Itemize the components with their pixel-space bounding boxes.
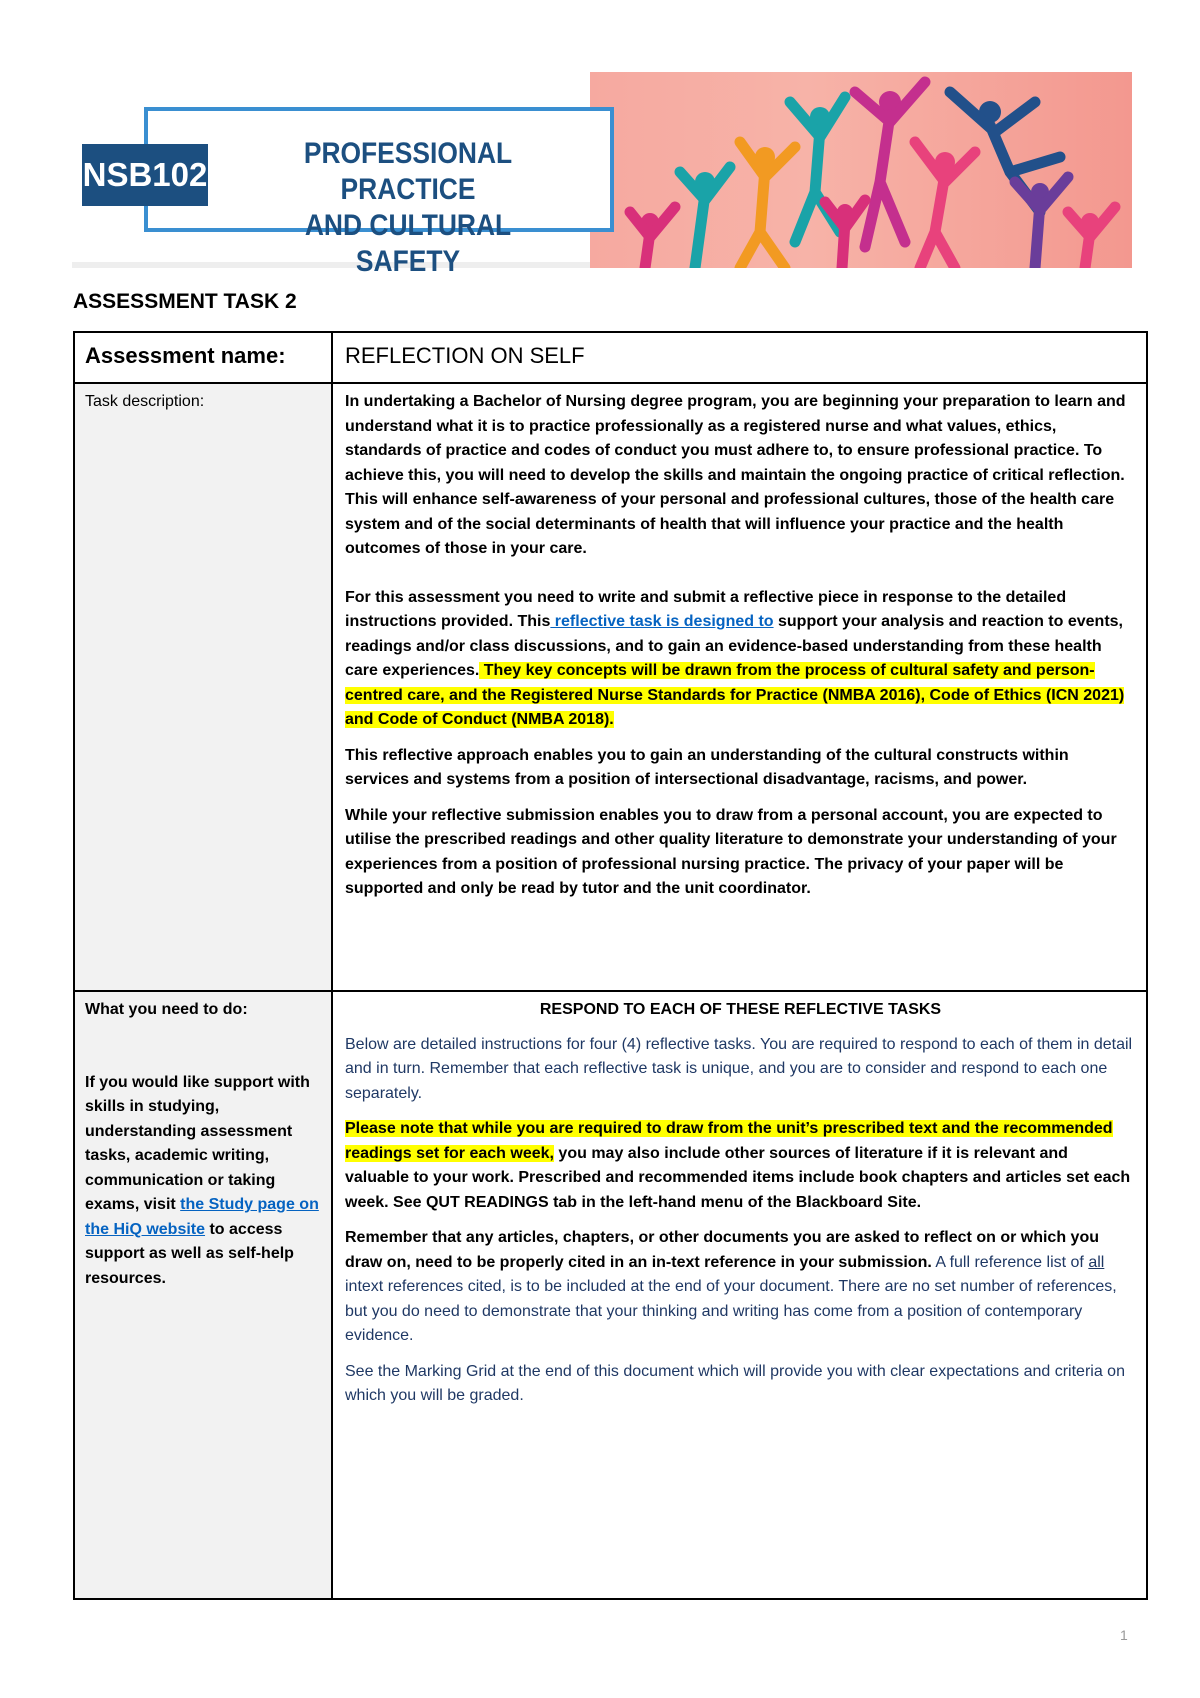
task-description-paragraph-2 xyxy=(345,586,1136,733)
reference-list-a: A full reference list of xyxy=(931,1253,1089,1271)
task-description-row xyxy=(73,384,1148,992)
dancing-figures-illustration xyxy=(590,72,1132,268)
unit-banner xyxy=(72,72,1132,278)
unit-title-line2: AND CULTURAL SAFETY xyxy=(304,209,512,278)
respond-heading: RESPOND TO EACH OF THESE REFLECTIVE TASKS xyxy=(539,1001,942,1018)
assessment-name-row xyxy=(73,331,1148,384)
unit-code: NSB102 xyxy=(82,156,208,193)
support-note xyxy=(85,1071,321,1292)
support-note-end: to access support as well as self-help resources. xyxy=(85,1220,294,1287)
what-to-do-row xyxy=(73,992,1148,1600)
reference-list-b: intext references cited, is to be included at the end of your document. xyxy=(345,1278,835,1295)
instructions-paragraph-4: See the Marking Grid at the end of this document which will provide you with clear expectations and criteria on which you will be graded. xyxy=(345,1362,1125,1404)
task-description-paragraph-1: In undertaking a Bachelor of Nursing degree program, you are beginning your preparation to learn and understand what it is to practice professionally as a registered nurse and what values, ethics, standards of practice and codes of conduct you must adhere to, to ensure professional practice. To achieve this, you will need to develop the skills and maintain the ongoing practice of critical reflection. This will enhance self-awareness of your personal and professional cultures, those of the health care system and of the social determinants of health that will influence your practice and the health outcomes of those in your care. xyxy=(345,393,1126,557)
reference-list-c: There are no set number of references, but you do need to demonstrate that your thinking and writing has come from a position of contemporary evidence. xyxy=(345,1278,1117,1344)
instructions-paragraph-1: Below are detailed instructions for four (4) reflective tasks. You are required to respond to each of them in detail and in turn. Remember that each reflective task is unique, and you are to consider and respond to each one separately. xyxy=(345,1035,1133,1102)
assessment-name-value: REFLECTION ON SELF xyxy=(345,343,585,368)
citation-requirement: Remember that any articles, chapters, or other documents you are asked to reflect on or which you draw on, need to be properly cited in an in-text reference in your submission. xyxy=(345,1229,1099,1271)
task-description-paragraph-4: While your reflective submission enables you to draw from a personal account, you are expected to utilise the prescribed readings and other quality literature to demonstrate your understanding of your experiences from a position of professional nursing practice. The privacy of your paper will be supported and only be read by tutor and the unit coordinator. xyxy=(345,806,1117,897)
page-number: 1 xyxy=(1120,1627,1128,1643)
instructions-paragraph-2 xyxy=(345,1117,1136,1215)
assessment-name-label: Assessment name: xyxy=(75,333,333,382)
what-to-do-label: What you need to do: xyxy=(85,1001,248,1018)
task-description-paragraph-3: This reflective approach enables you to gain an understanding of the cultural constructs within services and systems from a position of intersectional disadvantage, racisms, and power. xyxy=(345,746,1069,788)
unit-code-badge xyxy=(82,144,208,206)
assessment-task-heading: ASSESSMENT TASK 2 xyxy=(73,290,297,313)
reference-list-all: all xyxy=(1088,1253,1105,1271)
support-note-start: If you would like support with skills in studying, understanding assessment tasks, academic writing, communication or taking exams, visit xyxy=(85,1073,310,1213)
paragraph-2-start: For this assessment you need to write and submit a reflective piece in response to the detailed instructions provided. This xyxy=(345,588,1067,630)
study-page-link[interactable]: the Study page on the HiQ website xyxy=(85,1196,319,1238)
unit-title xyxy=(267,136,549,280)
task-description-content xyxy=(333,384,1146,990)
what-to-do-content xyxy=(333,992,1146,1598)
figures-graphic xyxy=(590,72,1132,268)
paragraph-2-mid: support your analysis and reaction to events, readings and/or class discussions, and to gain an evidence-based understanding from these health care experiences. xyxy=(345,613,1123,679)
key-concepts-highlight: They key concepts will be drawn from the process of cultural safety and person-centred care, and the Registered Nurse Standards for Practice (NMBA 2016), Code of Ethics (ICN 2021) and Code of Conduct (NMBA 2018). xyxy=(345,662,1125,728)
unit-title-line1: PROFESSIONAL PRACTICE xyxy=(303,137,513,206)
what-to-do-cell xyxy=(75,992,333,1598)
instructions-paragraph-2-rest: you may also include other sources of literature if it is relevant and valuable to your work. Prescribed and recommended items include book chapters and articles set each week. See QUT READINGS tab in the left-hand menu of the Blackboard Site. xyxy=(345,1144,1131,1211)
prescribed-text-highlight: Please note that while you are required to draw from the unit’s prescribed text and the recommended readings set for each week, xyxy=(345,1120,1113,1162)
task-description-label: Task description: xyxy=(75,384,333,990)
assessment-table xyxy=(73,331,1148,1600)
reflective-task-link[interactable]: reflective task is designed to xyxy=(550,613,774,630)
instructions-paragraph-3 xyxy=(345,1226,1136,1349)
